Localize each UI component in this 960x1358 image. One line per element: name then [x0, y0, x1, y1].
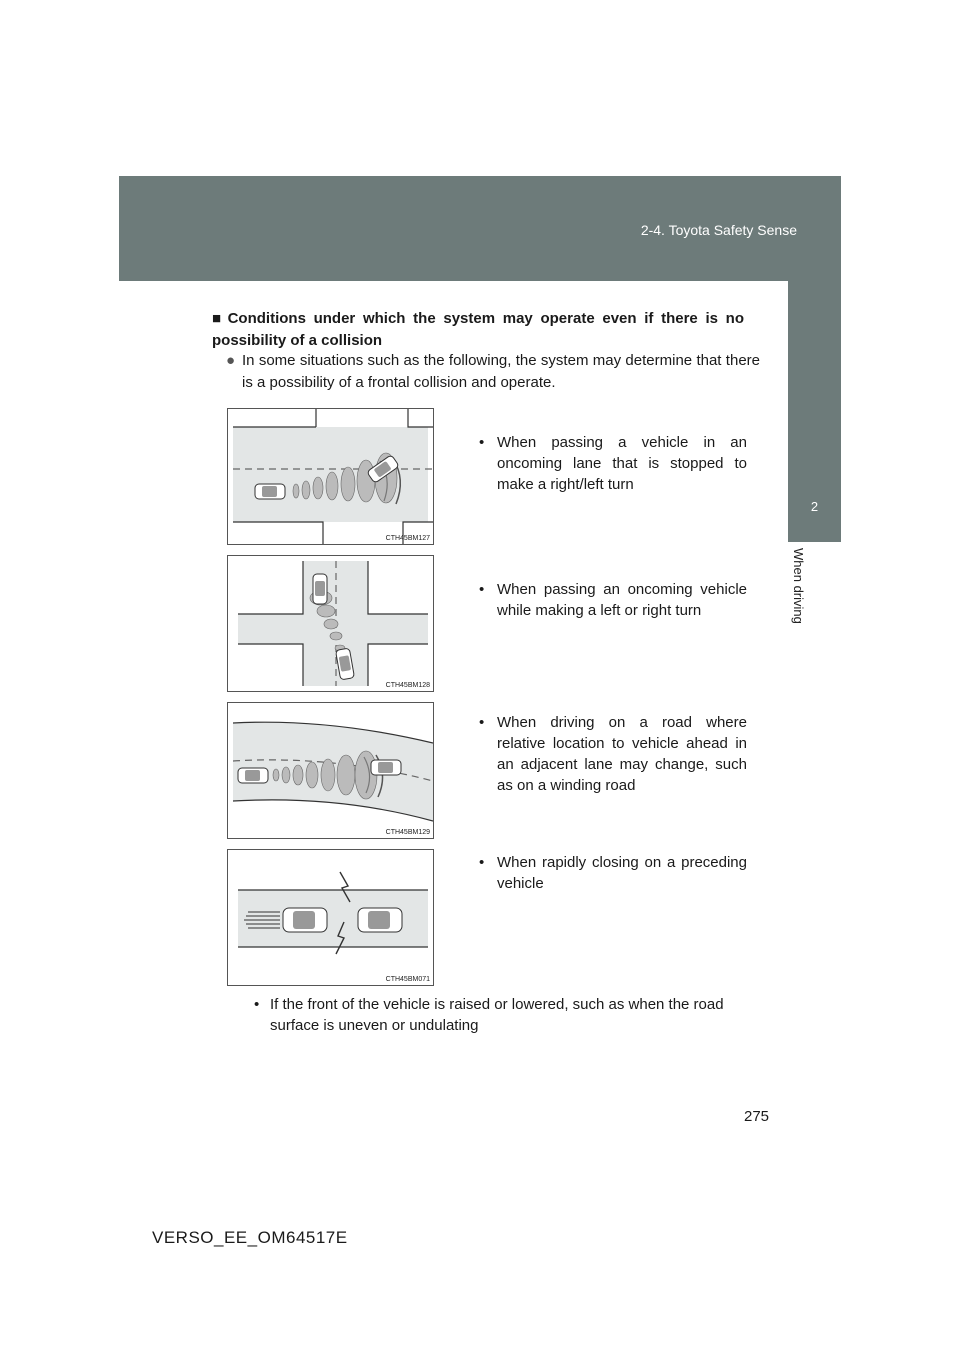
- final-bullet-item: • If the front of the vehicle is raised or lowered, such as when the road surface is uneven or undulating: [254, 996, 724, 1034]
- circle-bullet-icon: ●: [226, 352, 236, 369]
- figure-winding-road: [227, 702, 434, 839]
- caption-item: • When passing an oncoming vehicle while making a left or right turn: [479, 581, 747, 619]
- figure-code: CTH45BM129: [385, 829, 430, 836]
- caption-item: • When driving on a road where relative location to vehicle ahead in an adjacent lane may change, such as on a winding road: [479, 714, 747, 794]
- figure-oncoming-stopped: [227, 408, 434, 545]
- subsection-heading: [212, 308, 744, 352]
- figure-code: CTH45BM127: [385, 535, 430, 542]
- section-title: 2-4. Toyota Safety Sense: [640, 222, 797, 238]
- intro-paragraph: [226, 350, 760, 394]
- figure-code: CTH45BM071: [385, 976, 430, 983]
- heading-text: Conditions under which the system may operate even if there is no possibility of a collision: [212, 310, 744, 349]
- chapter-label: When driving: [791, 548, 806, 624]
- caption-item: • When passing a vehicle in an oncoming lane that is stopped to make a right/left turn: [479, 434, 747, 493]
- side-tab: [788, 281, 841, 472]
- document-code: VERSO_EE_OM64517E: [152, 1228, 348, 1247]
- caption-text: When passing a vehicle in an oncoming lane that is stopped to make a right/left turn: [497, 434, 747, 493]
- illustration-oncoming-stopped: [228, 409, 433, 544]
- caption-text: When rapidly closing on a preceding vehicle: [497, 854, 747, 892]
- square-bullet-icon: ■: [212, 310, 225, 327]
- chapter-number: 2: [788, 472, 841, 542]
- caption-text: When passing an oncoming vehicle while making a left or right turn: [497, 581, 747, 619]
- final-bullet-text: If the front of the vehicle is raised or lowered, such as when the road surface is uneven or undulating: [270, 996, 724, 1034]
- figure-rapid-closing: [227, 849, 434, 986]
- intro-text: In some situations such as the following, the system may determine that there is a possibility of a frontal collision and operate.: [242, 352, 760, 391]
- figure-code: CTH45BM128: [385, 682, 430, 689]
- header-band: [119, 176, 841, 281]
- illustration-intersection-turn: [228, 556, 433, 691]
- caption-text: When driving on a road where relative location to vehicle ahead in an adjacent lane may change, such as on a winding road: [497, 714, 747, 794]
- illustration-rapid-closing: [228, 850, 433, 985]
- figure-intersection-turn: [227, 555, 434, 692]
- page-number: 275: [744, 1108, 770, 1125]
- illustration-winding-road: [228, 703, 433, 838]
- caption-item: • When rapidly closing on a preceding vehicle: [479, 854, 747, 892]
